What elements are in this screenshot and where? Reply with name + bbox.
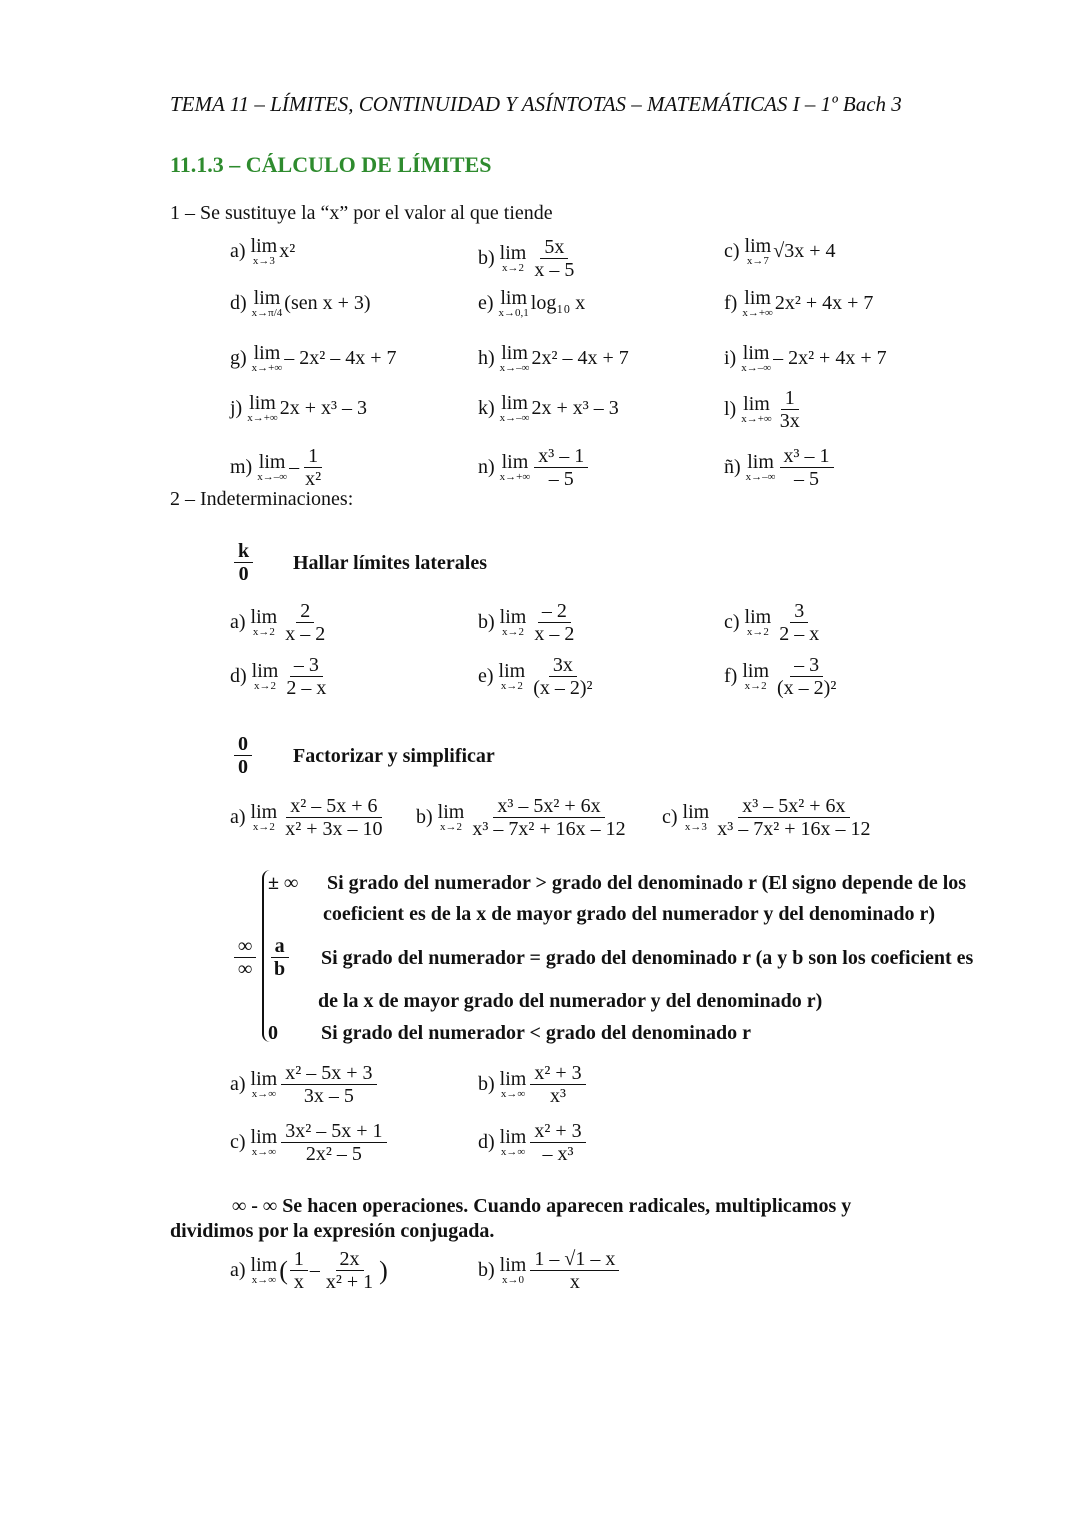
limit-operator [251, 1255, 278, 1286]
limit-operator [500, 1127, 527, 1158]
lim-word: lim [250, 1126, 278, 1148]
inf-minus-inf-b [478, 1248, 621, 1293]
expression: 2x² + 4x + 7 [774, 292, 874, 314]
lim-word: lim [744, 287, 771, 309]
expression: √3x + 4 [773, 240, 836, 262]
inf-over-inf-symbol [232, 935, 258, 980]
zz-heading: Factorizar y simplificar [293, 745, 495, 767]
item-label: k) [478, 397, 495, 419]
case2-fraction [268, 935, 291, 980]
frac-num: x² – 5x + 6 [286, 795, 381, 818]
limit-exercise [478, 236, 580, 281]
fraction [530, 1120, 585, 1165]
frac-den: – 5 [794, 468, 820, 490]
inf-minus-inf-line1 [232, 1195, 851, 1218]
frac-num: 5x [540, 236, 568, 259]
item-label: c) [724, 611, 740, 633]
limit-operator [742, 288, 773, 319]
fraction [773, 654, 840, 699]
frac-den: x – 5 [534, 259, 575, 281]
limit-exercise [724, 288, 873, 319]
frac-den: x³ – 7x² + 16x – 12 [717, 818, 871, 840]
limit-operator [499, 661, 526, 692]
item-label: b) [478, 1259, 495, 1281]
item-label: n) [478, 456, 495, 478]
limit-operator [500, 243, 527, 274]
frac-num: 2 [296, 600, 314, 623]
item-label: f) [724, 292, 738, 314]
limit-exercise [478, 393, 619, 424]
fraction [530, 1062, 585, 1107]
item-label: l) [724, 398, 737, 420]
lim-sub: x→+∞ [251, 362, 283, 374]
expression: – 2x² – 4x + 7 [284, 347, 397, 369]
lim-word: lim [682, 801, 710, 823]
item-label: c) [662, 806, 678, 828]
lim-word: lim [744, 606, 772, 628]
item-label: j) [230, 397, 243, 419]
item-label: m) [230, 456, 253, 478]
frac-den: x – 2 [534, 623, 575, 645]
lim-word: lim [499, 1068, 527, 1090]
lim-sub: x→∞ [251, 1274, 277, 1286]
fraction [468, 795, 629, 840]
limit-exercise [724, 445, 836, 490]
case3-line: Si grado del numerador < grado del denominado r [321, 1022, 751, 1044]
lim-word: lim [250, 1068, 278, 1090]
frac-den: 3x – 5 [303, 1085, 354, 1107]
lim-sub: x→2 [254, 680, 276, 692]
frac-den: (x – 2)² [777, 677, 837, 699]
lim-word: lim [253, 287, 281, 309]
limit-operator [500, 452, 531, 483]
lim-word: lim [501, 392, 528, 414]
limit-operator [500, 343, 530, 374]
limit-exercise [724, 236, 835, 267]
lim-word: lim [258, 451, 286, 473]
lim-sub: x→∞ [251, 1088, 277, 1100]
frac-den: (x – 2)² [533, 677, 593, 699]
frac-den: 3x [779, 410, 800, 432]
limit-operator [499, 288, 529, 319]
lim-word: lim [499, 1126, 527, 1148]
frac-den: 2 – x [286, 677, 327, 699]
lim-word: lim [250, 801, 278, 823]
limit-exercise [230, 343, 397, 374]
lim-sub: x→–∞ [741, 362, 772, 374]
fraction [529, 654, 596, 699]
ii-num: ∞ [234, 935, 256, 958]
frac-num: 1 [781, 387, 799, 410]
lim-sub: x→0 [502, 1274, 524, 1286]
frac-num: 3x [549, 654, 577, 677]
limit-operator [251, 1069, 278, 1100]
limit-operator [252, 288, 283, 319]
lim-sub: x→+∞ [499, 471, 531, 483]
frac-den: x² + 1 [325, 1271, 374, 1293]
frac-num: – 3 [290, 654, 323, 677]
limit-operator [257, 452, 287, 483]
operator: – [309, 1259, 320, 1281]
lim-sub: x→2 [440, 821, 462, 833]
lim-sub: x→∞ [500, 1146, 526, 1158]
frac-den: 2x² – 5 [305, 1143, 362, 1165]
inf-minus-inf-line2: dividimos por la expresión conjugada. [170, 1220, 495, 1242]
case3-symbol: 0 [268, 1022, 278, 1044]
limit-operator [251, 607, 278, 638]
limit-operator [252, 343, 283, 374]
lim-sub: x→7 [746, 255, 769, 267]
limit-operator [742, 661, 769, 692]
limit-exercise [478, 600, 580, 645]
item-label: a) [230, 611, 246, 633]
limit-exercise [230, 654, 332, 699]
frac-num: x³ – 1 [780, 445, 834, 468]
lim-word: lim [250, 235, 278, 257]
lim-word: lim [251, 660, 279, 682]
frac-den: x [569, 1271, 580, 1293]
zz-den: 0 [238, 756, 248, 778]
item-label: a) [230, 240, 246, 262]
item-label: e) [478, 292, 494, 314]
expression: 2x² – 4x + 7 [531, 347, 629, 369]
frac-num: x³ – 5x² + 6x [738, 795, 849, 818]
frac-den: 2 – x [779, 623, 820, 645]
limit-operator [252, 661, 279, 692]
limit-exercise [662, 795, 877, 840]
item-label: c) [724, 240, 740, 262]
case1-line1: Si grado del numerador > grado del denominado r (El signo depende de los [327, 872, 967, 894]
item-label: b) [478, 611, 495, 633]
limit-exercise [478, 288, 585, 319]
lim-word: lim [747, 451, 774, 473]
fraction [282, 654, 330, 699]
item-label: ñ) [724, 456, 741, 478]
lim-sub: x→2 [746, 626, 769, 638]
zero-over-zero-symbol [232, 733, 254, 778]
frac-den: x³ – 7x² + 16x – 12 [472, 818, 626, 840]
frac-num: 3x² – 5x + 1 [281, 1120, 386, 1143]
case2-line2: de la x de mayor grado del numerador y del denominado r) [318, 990, 823, 1012]
limit-operator [741, 343, 771, 374]
limit-operator [683, 802, 710, 833]
zz-num: 0 [234, 733, 252, 756]
case1-symbol: ± ∞ [268, 872, 299, 894]
section-title: 11.1.3 – CÁLCULO DE LÍMITES [170, 152, 492, 177]
page-header: TEMA 11 – LÍMITES, CONTINUIDAD Y ASÍNTOTAS – MATEMÁTICAS I – 1º Bach 3 [170, 92, 902, 116]
limit-exercise [230, 795, 389, 840]
fraction [780, 445, 834, 490]
lim-sub: x→–∞ [257, 471, 288, 483]
limit-operator [500, 1069, 527, 1100]
limit-operator [500, 393, 530, 424]
limit-operator [251, 802, 278, 833]
lim-sub: x→–∞ [499, 362, 530, 374]
frac-den: – 5 [548, 468, 574, 490]
lim-word: lim [744, 235, 772, 257]
frac-den: – x³ [542, 1143, 574, 1165]
lim-word: lim [499, 606, 527, 628]
lim-sub: x→∞ [500, 1088, 526, 1100]
frac-num: 1 [290, 1248, 308, 1271]
item-label: a) [230, 806, 246, 828]
item-label: b) [416, 806, 433, 828]
limit-exercise [230, 1120, 389, 1165]
fraction [281, 1120, 386, 1165]
case2-num: a [271, 935, 289, 958]
expression: log₁₀ x [530, 292, 586, 314]
frac-num: x³ – 5x² + 6x [493, 795, 604, 818]
item-label: b) [478, 1073, 495, 1095]
limit-operator [247, 393, 278, 424]
part1-title: 1 – Se sustituye la “x” por el valor al que tiende [170, 202, 553, 224]
fraction [534, 445, 588, 490]
fraction [530, 600, 578, 645]
limit-exercise [478, 1062, 588, 1107]
lim-word: lim [742, 342, 770, 364]
frac-num: – 3 [790, 654, 823, 677]
paren-right: ) [379, 1255, 388, 1285]
lim-sub: x→2 [252, 821, 275, 833]
expression: (sen x + 3) [284, 292, 371, 314]
item-label: e) [478, 665, 494, 687]
frac-den: x³ [549, 1085, 566, 1107]
fraction [776, 387, 804, 432]
expression: 2x + x³ – 3 [279, 397, 368, 419]
limit-operator [251, 236, 278, 267]
frac-num: x² + 3 [530, 1120, 585, 1143]
lim-word: lim [742, 660, 769, 682]
limit-exercise [230, 1062, 379, 1107]
lim-word: lim [501, 451, 529, 473]
item-label: g) [230, 347, 247, 369]
fraction [281, 795, 386, 840]
ii-den: ∞ [238, 958, 253, 980]
paren-left: ( [279, 1255, 288, 1285]
lim-sub: x→∞ [251, 1146, 277, 1158]
part2-title: 2 – Indeterminaciones: [170, 488, 354, 510]
item-label: h) [478, 347, 495, 369]
lim-word: lim [437, 801, 465, 823]
k0-heading: Hallar límites laterales [293, 552, 488, 574]
frac-num: x² + 3 [530, 1062, 585, 1085]
item-label: a) [230, 1259, 246, 1281]
lim-sub: x→2 [744, 680, 767, 692]
lim-word: lim [501, 342, 528, 364]
item-label: d) [478, 1131, 495, 1153]
frac-num: 1 [304, 445, 322, 468]
lim-word: lim [499, 242, 527, 264]
limit-operator [500, 1255, 527, 1286]
item-label: b) [478, 247, 495, 269]
limit-exercise [230, 393, 367, 424]
fraction [322, 1248, 377, 1293]
lim-sub: x→3 [684, 821, 707, 833]
case2-line1: Si grado del numerador = grado del denominado r (a y b son los coeficient es [321, 947, 974, 969]
lim-sub: x→2 [252, 626, 275, 638]
k0-num: k [234, 540, 253, 563]
lim-word: lim [498, 660, 526, 682]
limit-operator [251, 1127, 278, 1158]
lim-word: lim [250, 606, 278, 628]
fraction [281, 600, 329, 645]
item-label: i) [724, 347, 737, 369]
lim-word: lim [500, 287, 527, 309]
lim-sub: x→+∞ [742, 307, 773, 319]
frac-num: x³ – 1 [534, 445, 588, 468]
limit-operator [745, 607, 772, 638]
limit-exercise [416, 795, 632, 840]
frac-num: 3 [790, 600, 808, 623]
limit-exercise [478, 445, 590, 490]
inf-minus-inf-a [230, 1248, 388, 1293]
lim-word: lim [250, 1254, 278, 1276]
inf-minus-inf-symbol: ∞ - ∞ [232, 1195, 278, 1217]
limit-exercise [724, 343, 887, 374]
case2-den: b [274, 958, 286, 980]
lim-word: lim [499, 1254, 527, 1276]
limit-exercise [230, 445, 327, 490]
expression: x² [279, 240, 296, 262]
fraction [281, 1062, 376, 1107]
lim-sub: x→–∞ [745, 471, 776, 483]
limit-exercise [478, 343, 629, 374]
limit-exercise [478, 1120, 588, 1165]
sign: – [289, 456, 300, 478]
expression: – 2x² + 4x + 7 [773, 347, 887, 369]
fraction [775, 600, 823, 645]
frac-num: 1 – √1 – x [530, 1248, 619, 1271]
lim-sub: x→2 [500, 680, 523, 692]
fraction [301, 445, 325, 490]
k-over-zero-symbol [232, 540, 255, 585]
limit-exercise [724, 654, 842, 699]
frac-den: x² + 3x – 10 [285, 818, 383, 840]
fraction [290, 1248, 308, 1293]
limit-operator [746, 452, 776, 483]
item-label: f) [724, 665, 738, 687]
limit-exercise [230, 236, 295, 267]
limit-operator [745, 236, 772, 267]
frac-num: 2x [336, 1248, 364, 1271]
fraction [713, 795, 874, 840]
limit-operator [500, 607, 527, 638]
lim-sub: x→2 [502, 626, 524, 638]
lim-sub: x→–∞ [499, 412, 530, 424]
lim-sub: x→+∞ [741, 413, 772, 425]
lim-sub: x→0,1 [498, 307, 529, 319]
limit-exercise [230, 600, 331, 645]
lim-sub: x→+∞ [247, 412, 278, 424]
frac-num: – 2 [538, 600, 571, 623]
case1-line2: coeficient es de la x de mayor grado del numerador y del denominado r) [323, 903, 935, 925]
lim-sub: x→3 [252, 255, 275, 267]
lim-word: lim [253, 342, 281, 364]
lim-word: lim [743, 393, 770, 415]
limit-exercise [478, 654, 599, 699]
fraction [530, 1248, 619, 1293]
lim-sub: x→2 [502, 262, 524, 274]
frac-num: x² – 5x + 3 [281, 1062, 376, 1085]
frac-den: x [293, 1271, 304, 1293]
item-label: c) [230, 1131, 246, 1153]
limit-exercise [230, 288, 371, 319]
item-label: a) [230, 1073, 246, 1095]
lim-sub: x→π/4 [251, 307, 283, 319]
inf-minus-inf-text: Se hacen operaciones. Cuando aparecen radicales, multiplicamos y [282, 1195, 852, 1217]
item-label: d) [230, 665, 247, 687]
limit-operator [741, 394, 772, 425]
lim-word: lim [249, 392, 276, 414]
frac-den: x² [305, 468, 322, 490]
limit-operator [438, 802, 465, 833]
fraction [530, 236, 578, 281]
expression: 2x + x³ – 3 [531, 397, 619, 419]
k0-den: 0 [238, 563, 249, 585]
limit-exercise [724, 387, 806, 432]
item-label: d) [230, 292, 247, 314]
frac-den: x – 2 [285, 623, 326, 645]
limit-exercise [724, 600, 825, 645]
